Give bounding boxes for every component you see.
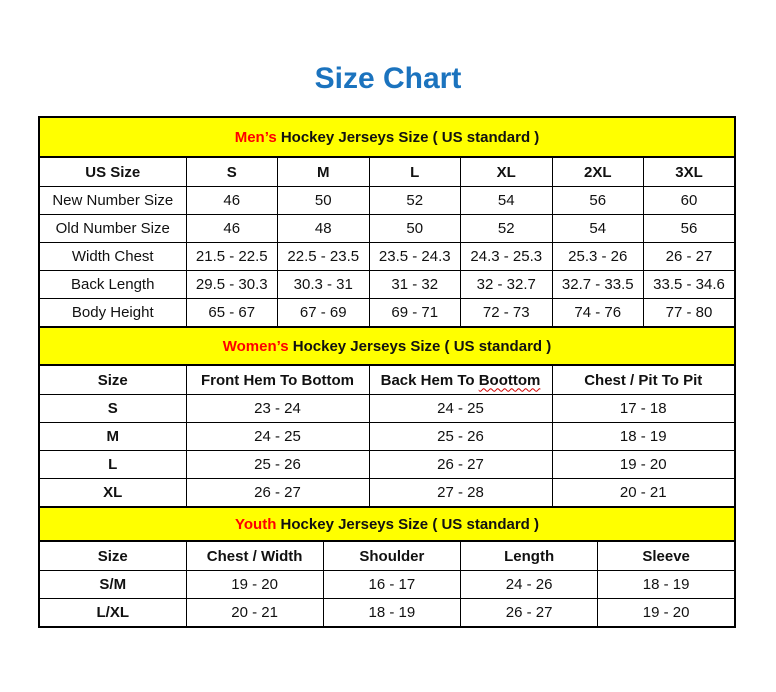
- size-value-cell: 32 - 32.7: [461, 271, 553, 299]
- banner-highlight-text: Women’s: [222, 337, 289, 355]
- size-value-cell: 32.7 - 33.5: [552, 271, 644, 299]
- row-label: S: [39, 395, 186, 423]
- table-row: [39, 187, 735, 215]
- column-header: XL: [461, 157, 553, 187]
- column-header-row: [39, 365, 735, 395]
- size-value-cell: 30.3 - 31: [278, 271, 370, 299]
- table-row: [39, 479, 735, 508]
- womens-table-banner: [39, 327, 735, 365]
- size-value-cell: 48: [278, 215, 370, 243]
- size-value-cell: 69 - 71: [369, 299, 461, 328]
- banner-highlight-text: Men’s: [234, 128, 277, 146]
- size-value-cell: 17 - 18: [552, 395, 735, 423]
- size-value-cell: 54: [552, 215, 644, 243]
- column-header: Chest / Pit To Pit: [552, 365, 735, 395]
- spellcheck-underlined-word: Boottom: [478, 371, 541, 389]
- column-header: Chest / Width: [186, 541, 323, 571]
- row-label: Width Chest: [39, 243, 186, 271]
- size-value-cell: 22.5 - 23.5: [278, 243, 370, 271]
- row-label: L/XL: [39, 599, 186, 628]
- size-value-cell: 27 - 28: [369, 479, 552, 508]
- table-row: [39, 215, 735, 243]
- column-header: Front Hem To Bottom: [186, 365, 369, 395]
- youth-size-table: [38, 506, 736, 628]
- size-value-cell: 25.3 - 26: [552, 243, 644, 271]
- column-header: M: [278, 157, 370, 187]
- size-value-cell: 24.3 - 25.3: [461, 243, 553, 271]
- size-value-cell: 26 - 27: [186, 479, 369, 508]
- size-value-cell: 23 - 24: [186, 395, 369, 423]
- size-value-cell: 19 - 20: [598, 599, 735, 628]
- womens-size-table: [38, 326, 736, 508]
- column-header-row: [39, 157, 735, 187]
- size-value-cell: 25 - 26: [369, 423, 552, 451]
- column-header: L: [369, 157, 461, 187]
- size-value-cell: 19 - 20: [186, 571, 323, 599]
- size-value-cell: 33.5 - 34.6: [644, 271, 736, 299]
- banner-row: [39, 507, 735, 541]
- column-header: Shoulder: [323, 541, 460, 571]
- banner-rest-text: Hockey Jerseys Size ( US standard ): [288, 337, 552, 355]
- size-value-cell: 26 - 27: [461, 599, 598, 628]
- size-value-cell: 50: [369, 215, 461, 243]
- size-value-cell: 26 - 27: [369, 451, 552, 479]
- table-row: [39, 271, 735, 299]
- size-value-cell: 24 - 25: [186, 423, 369, 451]
- table-row: [39, 423, 735, 451]
- table-row: [39, 599, 735, 628]
- size-value-cell: 67 - 69: [278, 299, 370, 328]
- column-header: 3XL: [644, 157, 736, 187]
- column-header: US Size: [39, 157, 186, 187]
- size-value-cell: 16 - 17: [323, 571, 460, 599]
- size-value-cell: 21.5 - 22.5: [186, 243, 278, 271]
- size-value-cell: 25 - 26: [186, 451, 369, 479]
- row-label: New Number Size: [39, 187, 186, 215]
- size-value-cell: 20 - 21: [186, 599, 323, 628]
- row-label: XL: [39, 479, 186, 508]
- size-value-cell: 56: [644, 215, 736, 243]
- mens-table-banner: [39, 117, 735, 157]
- size-value-cell: 19 - 20: [552, 451, 735, 479]
- size-value-cell: 77 - 80: [644, 299, 736, 328]
- size-value-cell: 52: [461, 215, 553, 243]
- mens-table-body: [39, 187, 735, 328]
- size-value-cell: 54: [461, 187, 553, 215]
- youth-table-body: [39, 571, 735, 628]
- size-value-cell: 60: [644, 187, 736, 215]
- size-value-cell: 29.5 - 30.3: [186, 271, 278, 299]
- column-header: Size: [39, 365, 186, 395]
- size-value-cell: 18 - 19: [598, 571, 735, 599]
- size-value-cell: 24 - 26: [461, 571, 598, 599]
- banner-highlight-text: Youth: [235, 515, 277, 533]
- column-header-row: [39, 541, 735, 571]
- table-row: [39, 395, 735, 423]
- column-header: Sleeve: [598, 541, 735, 571]
- table-row: [39, 243, 735, 271]
- row-label: Back Length: [39, 271, 186, 299]
- womens-table-body: [39, 395, 735, 508]
- table-row: [39, 299, 735, 328]
- column-header: Size: [39, 541, 186, 571]
- size-value-cell: 20 - 21: [552, 479, 735, 508]
- banner-row: [39, 117, 735, 157]
- size-value-cell: 26 - 27: [644, 243, 736, 271]
- row-label: S/M: [39, 571, 186, 599]
- size-value-cell: 18 - 19: [323, 599, 460, 628]
- size-value-cell: 46: [186, 215, 278, 243]
- row-label: L: [39, 451, 186, 479]
- youth-table-banner: [39, 507, 735, 541]
- size-tables-container: [38, 116, 736, 628]
- size-value-cell: 46: [186, 187, 278, 215]
- column-header: Back Hem To Boottom: [369, 365, 552, 395]
- size-value-cell: 18 - 19: [552, 423, 735, 451]
- size-value-cell: 24 - 25: [369, 395, 552, 423]
- column-header: S: [186, 157, 278, 187]
- table-row: [39, 451, 735, 479]
- size-value-cell: 72 - 73: [461, 299, 553, 328]
- size-value-cell: 56: [552, 187, 644, 215]
- table-row: [39, 571, 735, 599]
- column-header: 2XL: [552, 157, 644, 187]
- size-value-cell: 65 - 67: [186, 299, 278, 328]
- row-label: Body Height: [39, 299, 186, 328]
- banner-row: [39, 327, 735, 365]
- size-value-cell: 52: [369, 187, 461, 215]
- mens-size-table: [38, 116, 736, 328]
- banner-rest-text: Hockey Jerseys Size ( US standard ): [276, 128, 540, 146]
- size-value-cell: 74 - 76: [552, 299, 644, 328]
- banner-rest-text: Hockey Jerseys Size ( US standard ): [276, 515, 539, 533]
- row-label: M: [39, 423, 186, 451]
- size-value-cell: 50: [278, 187, 370, 215]
- column-header: Length: [461, 541, 598, 571]
- size-value-cell: 23.5 - 24.3: [369, 243, 461, 271]
- size-value-cell: 31 - 32: [369, 271, 461, 299]
- page-title: Size Chart: [314, 62, 462, 95]
- row-label: Old Number Size: [39, 215, 186, 243]
